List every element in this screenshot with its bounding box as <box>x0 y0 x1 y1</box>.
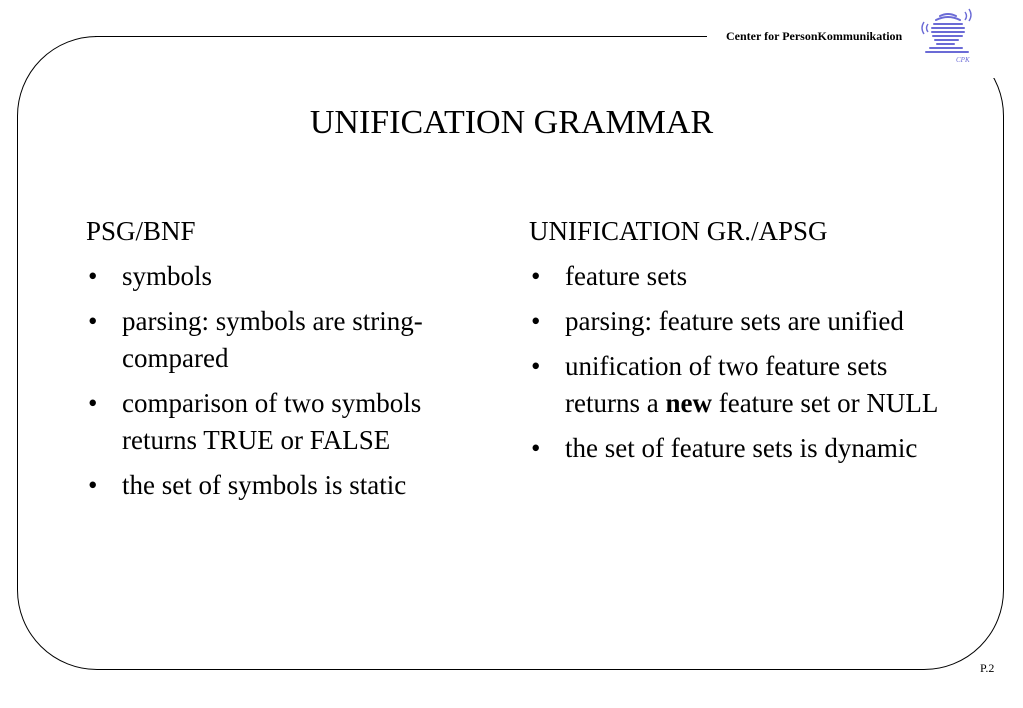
list-item: • comparison of two symbols returns TRUE or FALSE <box>86 385 496 459</box>
right-column-heading: UNIFICATION GR./APSG <box>529 216 828 246</box>
list-item: • the set of feature sets is dynamic <box>529 430 949 467</box>
list-item: • parsing: symbols are string-compared <box>86 303 496 377</box>
cpk-logo-icon <box>918 6 978 64</box>
svg-text:CPK: CPK <box>956 56 970 64</box>
bullet-icon: • <box>88 388 98 418</box>
page-number: P.2 <box>980 661 995 675</box>
right-column <box>529 213 949 475</box>
emphasis-new: new <box>665 388 712 418</box>
bullet-icon: • <box>88 306 98 336</box>
bullet-icon: • <box>531 433 541 463</box>
bullet-icon: • <box>531 261 541 291</box>
list-item: • symbols <box>86 258 496 295</box>
list-item: • unification of two feature sets returns a new feature set or NULL <box>529 348 949 422</box>
bullet-icon: • <box>88 261 98 291</box>
left-column-heading: PSG/BNF <box>86 216 196 246</box>
list-item: • the set of symbols is static <box>86 467 496 504</box>
right-bullet-list <box>529 258 949 467</box>
header-rule <box>95 36 707 37</box>
left-bullet-list <box>86 258 496 504</box>
list-item: • parsing: feature sets are unified <box>529 303 949 340</box>
bullet-icon: • <box>531 306 541 336</box>
left-column <box>86 213 496 512</box>
slide-title: UNIFICATION GRAMMAR <box>309 104 714 141</box>
list-item: • feature sets <box>529 258 949 295</box>
bullet-icon: • <box>531 351 541 381</box>
organization-name: Center for PersonKommunikation <box>726 29 903 43</box>
bullet-icon: • <box>88 470 98 500</box>
